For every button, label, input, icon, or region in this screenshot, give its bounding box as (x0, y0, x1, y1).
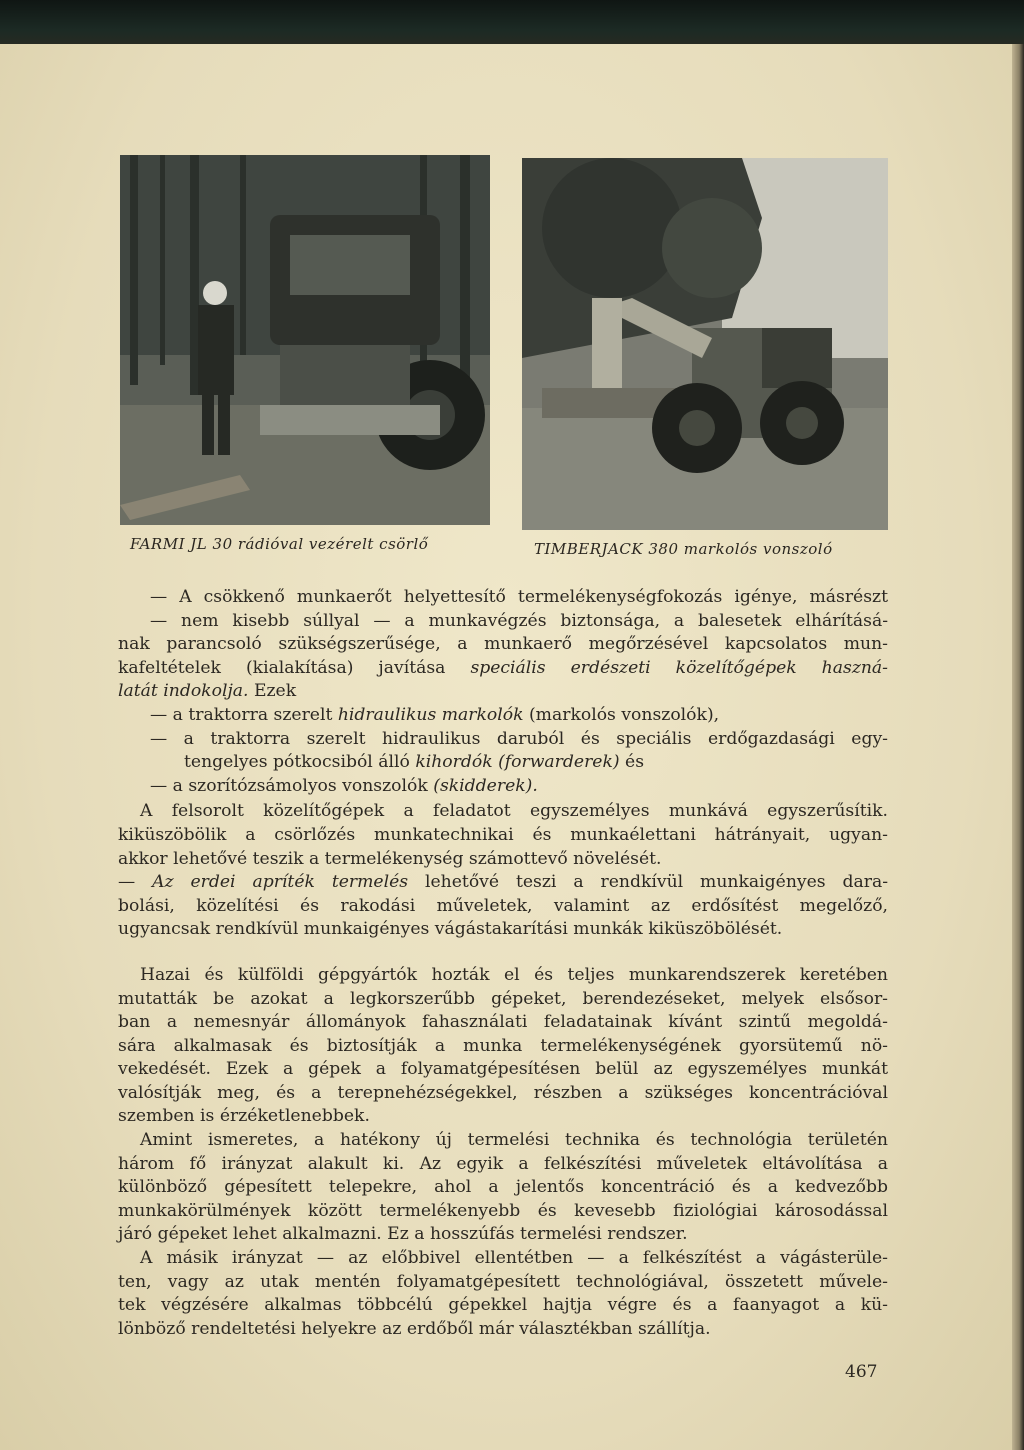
text-line: tek végzésére alkalmas többcélú gépekkel hajtja végre és a faanyagot a kü- (118, 1295, 888, 1316)
emphasis: hidraulikus markolók (337, 704, 524, 725)
list-item (118, 751, 888, 775)
text-line: munkakörülmények között termelékenyebb és kevesebb fiziológiai károsodással (118, 1200, 888, 1221)
text-line: bolási, közelítési és rakodási műveletek, valamint az erdősítést megelőző, (118, 895, 888, 916)
text-line: lönböző rendeltetési helyekre az erdőből már választékban szállítja. (118, 1318, 711, 1339)
text-line: akkor lehetővé teszik a termelékenység számottevő növelését. (118, 848, 662, 869)
text-line: mutatták be azokat a legkorszerűbb gépeket, berendezéseket, melyek elsősor- (118, 988, 888, 1009)
text-span: — a traktorra szerelt (150, 704, 338, 725)
text-line: járó gépeket lehet alkalmazni. Ez a hosszúfás termelési rendszer. (118, 1224, 688, 1245)
body-text (118, 586, 888, 1341)
text-line: Hazai és külföldi gépgyártók hozták el és teljes munkarendszerek keretében (140, 964, 888, 985)
emphasis: latát indokolja. (118, 681, 249, 702)
emphasis: speciális erdészeti közelítőgépek haszná- (470, 657, 888, 678)
emphasis: (skidderek). (433, 775, 538, 796)
photo-farmi-image (120, 155, 490, 525)
text-line: Amint ismeretes, a hatékony új termelési technika és technológia területén (140, 1130, 888, 1151)
text-span: tengelyes pótkocsiból álló (184, 752, 416, 773)
text-line: kiküszöbölik a csörlőzés munkatechnikai és munkaélettani hátrányait, ugyan- (118, 824, 888, 845)
emphasis: kihordók (forwarderek) (415, 752, 620, 773)
text-span: lehetővé teszi a rendkívül munkaigényes dara- (408, 872, 889, 893)
text-span: Ezek (253, 681, 297, 702)
text-line: nak parancsoló szükségszerűsége, a munkaerő megőrzésével kapcsolatos mun- (118, 634, 888, 655)
text-line: valósítják meg, és a terepnehézségekkel, részben a szükséges koncentrációval (118, 1082, 888, 1103)
text-line: szemben is érzéketlenebbek. (118, 1106, 370, 1127)
text-line: három fő irányzat alakult ki. Az egyik a felkészítési műveletek eltávolítása a (118, 1153, 888, 1174)
photo-farmi-winch (120, 155, 490, 525)
list-item (118, 704, 888, 728)
book-top-edge (0, 0, 1024, 50)
text-line (118, 680, 888, 704)
text-line: — nem kisebb súllyal — a munkavégzés biztonsága, a balesetek elhárításá- (150, 610, 888, 631)
text-line: ugyancsak rendkívül munkaigényes vágástakarítási munkák kiküszöbölését. (118, 919, 783, 940)
text-line: sára alkalmasak és biztosítják a munka termelékenységének gyorsütemű nö- (118, 1035, 888, 1056)
text-span: és (619, 752, 645, 773)
text-line: — A csökkenő munkaerőt helyettesítő termelékenységfokozás igénye, másrészt (150, 587, 888, 607)
figure-caption-1: FARMI JL 30 rádióval vezérelt csörlő (130, 535, 429, 553)
list-item (118, 775, 888, 799)
page-edge (1012, 44, 1024, 1450)
list-item: — a traktorra szerelt hidraulikus daruból és speciális erdőgazdasági egy- (150, 728, 888, 749)
photo-timberjack-skidder (522, 158, 888, 530)
text-line: A felsorolt közelítőgépek a feladatot egyszemélyes munkává egyszerűsítik. (140, 801, 888, 822)
text-line (118, 871, 888, 895)
text-line: különböző gépesített telepekre, ahol a jelentős koncentráció és a kedvezőbb (118, 1177, 888, 1198)
text-line: A másik irányzat — az előbbivel ellentétben — a felkészítést a vágásterüle- (140, 1248, 888, 1269)
text-span: — a szorítózsámolyos vonszolók (150, 775, 434, 796)
emphasis: Az erdei apríték termelés (152, 872, 409, 893)
text-line: ten, vagy az utak mentén folyamatgépesített technológiával, összetett művele- (118, 1271, 888, 1292)
photo-timberjack-image (522, 158, 888, 530)
text-span: kafeltételek (kialakítása) javítása (118, 657, 446, 678)
text-line: vekedését. Ezek a gépek a folyamatgépesítésen belül az egyszemélyes munkát (118, 1059, 888, 1080)
text-line (118, 657, 888, 681)
figure-caption-2: TIMBERJACK 380 markolós vonszoló (534, 540, 833, 558)
text-span: (markolós vonszolók), (523, 704, 720, 725)
text-line: ban a nemesnyár állományok fahasználati feladatainak kívánt szintű megoldá- (118, 1012, 888, 1033)
page-number: 467 (845, 1362, 878, 1382)
text-span: — (118, 872, 136, 893)
